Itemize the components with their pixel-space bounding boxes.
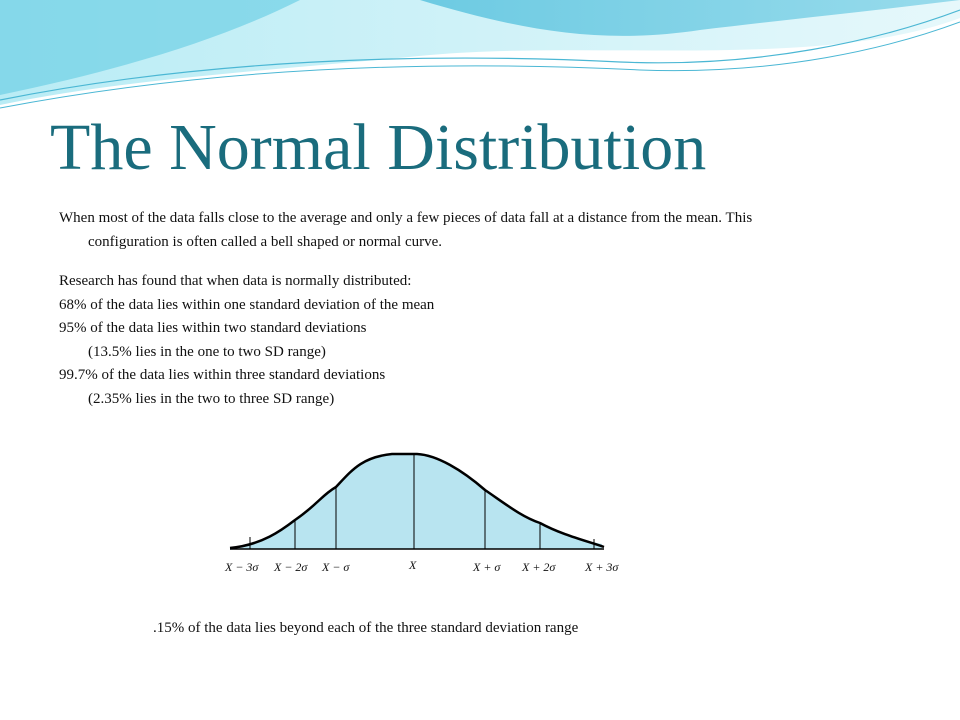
label-plus1-sigma: X + σ	[473, 560, 501, 574]
label-plus2-sigma: X + 2σ	[522, 560, 556, 574]
rule-95-line: 95% of the data lies within two standard deviations	[59, 320, 367, 336]
bell-curve-fill	[230, 454, 602, 550]
label-mean: X	[409, 558, 417, 572]
label-plus3-sigma: X + 3σ	[585, 560, 619, 574]
intro-line-2: configuration is often called a bell shaped or normal curve.	[88, 233, 443, 250]
label-minus1-sigma: X − σ	[322, 560, 350, 574]
research-line: Research has found that when data is normally distributed:	[59, 273, 412, 289]
intro-line-1: When most of the data falls close to the average and only a few pieces of data fall at a distance from the mean. This	[59, 210, 753, 226]
rule-95-note: (13.5% lies in the one to two SD range)	[88, 343, 326, 360]
rule-997-note: (2.35% lies in the two to three SD range)	[88, 390, 335, 407]
footnote: .15% of the data lies beyond each of the three standard deviation range	[153, 620, 579, 636]
label-minus3-sigma: X − 3σ	[225, 560, 259, 574]
label-minus2-sigma: X − 2σ	[274, 560, 308, 574]
rule-997-line: 99.7% of the data lies within three standard deviations	[59, 367, 386, 383]
page-title: The Normal Distribution	[50, 111, 707, 184]
body-text	[59, 207, 889, 411]
header-wave-decoration	[0, 0, 960, 120]
rule-68-line: 68% of the data lies within one standard deviation of the mean	[59, 296, 435, 313]
bell-curve-diagram	[222, 445, 622, 580]
